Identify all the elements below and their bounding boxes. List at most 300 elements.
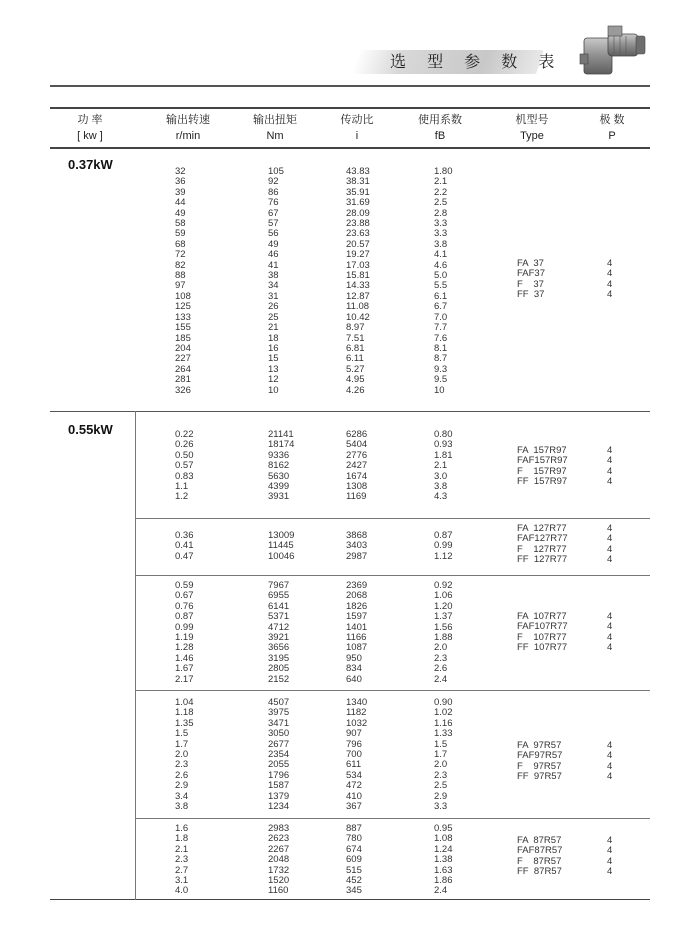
output-speed-column [175, 430, 194, 503]
output-torque-value: 2623 [268, 833, 290, 845]
power-rating-0: 0.37kW [68, 157, 113, 172]
transmission-ratio-value: 2068 [346, 590, 368, 602]
output-torque-value: 3921 [268, 632, 290, 644]
service-factor-value: 9.3 [434, 363, 448, 375]
output-torque-value: 13 [268, 363, 279, 375]
column-header-torque-label: 输出扭矩 [253, 114, 297, 126]
output-torque-value: 8162 [268, 460, 290, 472]
service-factor-value: 0.90 [434, 697, 453, 708]
service-factor-value: 5.0 [434, 270, 448, 282]
output-speed-value: 0.59 [175, 580, 194, 591]
output-torque-value: 10 [268, 384, 279, 396]
gear-motor-icon [578, 24, 648, 80]
column-header-service-factor-label: 使用系数 [418, 114, 462, 126]
output-speed-value: 2.7 [175, 864, 189, 876]
output-torque-value: 3975 [268, 707, 290, 719]
service-factor-value: 1.12 [434, 550, 453, 562]
model-type: FA 127R77 [517, 523, 567, 534]
pole-count: 4 [607, 533, 613, 545]
pole-count: 4 [607, 866, 613, 878]
output-speed-value: 1.1 [175, 481, 189, 493]
column-header-torque-unit: Nm [266, 130, 284, 142]
output-torque-value: 38 [268, 270, 279, 282]
column-header-speed [158, 112, 218, 144]
column-header-poles [582, 112, 642, 144]
output-speed-value: 0.41 [175, 540, 194, 552]
service-factor-value: 1.88 [434, 632, 453, 644]
output-speed-value: 1.7 [175, 738, 189, 750]
model-type: FF 157R97 [517, 476, 568, 488]
service-factor-column [434, 824, 453, 897]
output-torque-value: 46 [268, 249, 279, 261]
pole-count: 4 [607, 611, 613, 622]
transmission-ratio-value: 640 [346, 673, 362, 685]
output-speed-value: 227 [175, 353, 191, 365]
service-factor-value: 8.1 [434, 342, 448, 354]
service-factor-value: 1.63 [434, 864, 453, 876]
output-torque-value: 5630 [268, 470, 290, 482]
transmission-ratio-value: 20.57 [346, 238, 370, 250]
transmission-ratio-value: 2369 [346, 580, 368, 591]
output-speed-value: 0.76 [175, 600, 194, 612]
output-speed-value: 2.1 [175, 843, 189, 855]
transmission-ratio-value: 1597 [346, 611, 368, 623]
model-type: F 157R97 [517, 465, 567, 477]
service-factor-value: 1.37 [434, 611, 453, 623]
output-speed-value: 0.87 [175, 611, 194, 623]
service-factor-value: 3.3 [434, 228, 448, 240]
output-speed-value: 0.26 [175, 439, 194, 451]
transmission-ratio-value: 515 [346, 864, 362, 876]
column-header-power-label: 功 率 [77, 114, 103, 126]
output-torque-value: 2677 [268, 738, 290, 750]
service-factor-value: 1.56 [434, 621, 453, 633]
group-divider [136, 518, 650, 519]
transmission-ratio-value: 3403 [346, 540, 368, 552]
pole-count-list [607, 446, 612, 488]
output-torque-column [268, 430, 294, 503]
model-type-list [517, 259, 545, 301]
service-factor-value: 0.99 [434, 540, 453, 552]
model-type: FA 37 [517, 258, 544, 269]
group-vertical-divider [135, 411, 136, 900]
column-header-ratio [327, 112, 387, 144]
output-torque-value: 105 [268, 166, 284, 177]
transmission-ratio-value: 7.51 [346, 332, 365, 344]
service-factor-value: 2.8 [434, 207, 448, 219]
output-speed-value: 0.99 [175, 621, 194, 633]
output-speed-value: 1.28 [175, 642, 194, 654]
service-factor-value: 2.1 [434, 460, 448, 472]
pole-count: 4 [607, 771, 613, 783]
transmission-ratio-value: 1182 [346, 707, 367, 719]
output-speed-value: 4.0 [175, 885, 189, 897]
service-factor-value: 3.8 [434, 238, 448, 250]
transmission-ratio-value: 35.91 [346, 186, 370, 198]
service-factor-value: 4.1 [434, 249, 448, 261]
output-torque-value: 2805 [268, 663, 290, 675]
pole-count: 4 [607, 750, 613, 762]
output-speed-value: 264 [175, 363, 191, 375]
pole-count-list [607, 524, 612, 566]
output-torque-value: 21 [268, 322, 279, 334]
transmission-ratio-value: 23.88 [346, 218, 370, 230]
service-factor-value: 8.7 [434, 353, 448, 365]
output-torque-value: 10046 [268, 550, 295, 562]
output-speed-value: 326 [175, 384, 191, 396]
service-factor-value: 1.20 [434, 600, 453, 612]
service-factor-value: 2.1 [434, 176, 448, 188]
transmission-ratio-value: 12.87 [346, 290, 370, 302]
pole-count-list [607, 612, 612, 654]
model-type: FAF37 [517, 268, 545, 280]
service-factor-value: 0.92 [434, 580, 453, 591]
output-torque-value: 3471 [268, 717, 290, 729]
output-torque-value: 16 [268, 342, 279, 354]
output-torque-value: 15 [268, 353, 279, 365]
output-torque-value: 49 [268, 238, 279, 250]
column-header-poles-unit: P [608, 130, 616, 142]
output-torque-value: 31 [268, 290, 279, 302]
service-factor-value: 4.6 [434, 259, 448, 271]
column-header-speed-unit: r/min [175, 130, 201, 142]
output-speed-value: 185 [175, 332, 191, 344]
output-speed-value: 82 [175, 259, 186, 271]
service-factor-column [434, 581, 453, 685]
group-divider [136, 690, 650, 691]
model-type: F 127R77 [517, 543, 567, 555]
transmission-ratio-value: 1674 [346, 470, 368, 482]
service-factor-column [434, 531, 453, 562]
transmission-ratio-column [346, 824, 362, 897]
column-header-power-unit: [ kw ] [77, 130, 103, 142]
output-speed-value: 1.67 [175, 663, 194, 675]
transmission-ratio-value: 780 [346, 833, 362, 845]
model-type-list [517, 612, 568, 654]
service-factor-value: 10 [434, 384, 445, 396]
transmission-ratio-value: 6.81 [346, 342, 365, 354]
output-torque-value: 1520 [268, 875, 290, 887]
service-factor-value: 0.95 [434, 823, 453, 834]
output-torque-value: 41 [268, 259, 279, 271]
output-speed-value: 49 [175, 207, 186, 219]
transmission-ratio-value: 17.03 [346, 259, 370, 271]
transmission-ratio-column [346, 531, 367, 562]
transmission-ratio-value: 4.95 [346, 374, 365, 386]
service-factor-column [434, 430, 453, 503]
transmission-ratio-value: 367 [346, 801, 362, 813]
output-torque-value: 5371 [268, 611, 290, 623]
model-type: F 87R57 [517, 855, 562, 867]
output-torque-value: 18 [268, 332, 279, 344]
output-speed-value: 59 [175, 228, 186, 240]
service-factor-value: 1.24 [434, 843, 453, 855]
output-speed-value: 1.6 [175, 823, 189, 834]
transmission-ratio-value: 1826 [346, 600, 368, 612]
output-speed-column [175, 167, 191, 396]
model-type: F 107R77 [517, 631, 567, 643]
pole-count-list [607, 836, 612, 878]
output-torque-value: 4399 [268, 481, 290, 493]
output-torque-value: 1160 [268, 885, 289, 897]
output-speed-value: 108 [175, 290, 191, 302]
transmission-ratio-value: 345 [346, 885, 362, 897]
service-factor-value: 9.5 [434, 374, 448, 386]
output-speed-value: 2.17 [175, 673, 194, 685]
model-type: FA 107R77 [517, 611, 567, 622]
output-speed-value: 0.47 [175, 550, 194, 562]
transmission-ratio-value: 410 [346, 790, 362, 802]
model-type-list [517, 836, 562, 878]
output-speed-value: 281 [175, 374, 191, 386]
service-factor-value: 2.2 [434, 186, 448, 198]
transmission-ratio-value: 1401 [346, 621, 368, 633]
pole-count-list [607, 259, 612, 301]
transmission-ratio-value: 2987 [346, 550, 368, 562]
service-factor-value: 6.7 [434, 301, 448, 313]
output-torque-value: 2152 [268, 673, 290, 685]
pole-count-list [607, 741, 612, 783]
service-factor-value: 2.0 [434, 759, 448, 771]
service-factor-value: 2.5 [434, 780, 448, 792]
output-speed-value: 3.8 [175, 801, 189, 813]
header-divider [50, 85, 650, 87]
output-speed-value: 68 [175, 238, 186, 250]
model-type: FAF97R57 [517, 750, 563, 762]
output-torque-column [268, 824, 289, 897]
service-factor-value: 1.7 [434, 749, 448, 761]
pole-count: 4 [607, 465, 613, 477]
output-speed-value: 32 [175, 166, 186, 177]
output-torque-value: 26 [268, 301, 279, 313]
service-factor-value: 7.0 [434, 311, 448, 323]
model-type: FAF127R77 [517, 533, 568, 545]
service-factor-value: 3.8 [434, 481, 448, 493]
output-torque-value: 1796 [268, 769, 290, 781]
output-torque-value: 25 [268, 311, 279, 323]
transmission-ratio-value: 700 [346, 749, 362, 761]
output-speed-value: 2.0 [175, 749, 189, 761]
output-torque-value: 6141 [268, 600, 290, 612]
service-factor-value: 2.4 [434, 885, 448, 897]
output-speed-column [175, 581, 194, 685]
service-factor-value: 3.0 [434, 470, 448, 482]
service-factor-value: 1.86 [434, 875, 453, 887]
transmission-ratio-value: 1169 [346, 491, 367, 503]
output-speed-value: 72 [175, 249, 186, 261]
output-speed-value: 2.3 [175, 854, 189, 866]
service-factor-value: 1.33 [434, 728, 453, 740]
output-speed-value: 39 [175, 186, 186, 198]
header-row-divider [50, 147, 650, 149]
model-type: FF 97R57 [517, 771, 562, 783]
output-speed-value: 155 [175, 322, 191, 334]
pole-count: 4 [607, 455, 613, 467]
transmission-ratio-column [346, 430, 367, 503]
column-header-service-factor [410, 112, 470, 144]
transmission-ratio-value: 4.26 [346, 384, 365, 396]
output-torque-value: 4507 [268, 697, 290, 708]
power-rating-1: 0.55kW [68, 422, 113, 437]
service-factor-value: 7.7 [434, 322, 448, 334]
pole-count: 4 [607, 268, 613, 280]
pole-count: 4 [607, 554, 613, 566]
pole-count: 4 [607, 855, 613, 867]
output-speed-value: 0.36 [175, 530, 194, 541]
transmission-ratio-value: 15.81 [346, 270, 370, 282]
model-type: FA 87R57 [517, 835, 562, 846]
transmission-ratio-value: 887 [346, 823, 362, 834]
model-type: FA 97R57 [517, 740, 562, 751]
transmission-ratio-value: 5.27 [346, 363, 365, 375]
column-header-type-label: 机型号 [515, 114, 549, 126]
transmission-ratio-column [346, 698, 367, 812]
output-torque-value: 3195 [268, 652, 290, 664]
transmission-ratio-value: 8.97 [346, 322, 365, 334]
transmission-ratio-value: 6.11 [346, 353, 364, 365]
output-speed-value: 2.9 [175, 780, 189, 792]
service-factor-value: 6.1 [434, 290, 448, 302]
service-factor-value: 1.80 [434, 166, 453, 177]
transmission-ratio-column [346, 167, 370, 396]
column-header-type [502, 112, 562, 144]
transmission-ratio-value: 834 [346, 663, 362, 675]
pole-count: 4 [607, 835, 613, 846]
transmission-ratio-value: 609 [346, 854, 362, 866]
pole-count: 4 [607, 760, 613, 772]
column-header-ratio-unit: i [355, 130, 359, 142]
output-torque-value: 1234 [268, 801, 290, 813]
output-speed-value: 44 [175, 197, 186, 209]
output-torque-value: 34 [268, 280, 279, 292]
output-torque-column [268, 167, 284, 396]
transmission-ratio-value: 28.09 [346, 207, 370, 219]
service-factor-value: 1.5 [434, 738, 448, 750]
transmission-ratio-column [346, 581, 367, 685]
output-speed-value: 3.4 [175, 790, 189, 802]
transmission-ratio-value: 534 [346, 769, 362, 781]
service-factor-value: 1.06 [434, 590, 453, 602]
output-torque-column [268, 698, 289, 812]
output-speed-value: 0.22 [175, 429, 194, 440]
column-header-speed-label: 输出转速 [166, 114, 210, 126]
group-divider [136, 575, 650, 576]
output-torque-value: 13009 [268, 530, 295, 541]
pole-count: 4 [607, 845, 613, 857]
transmission-ratio-value: 452 [346, 875, 362, 887]
output-speed-value: 58 [175, 218, 186, 230]
output-speed-value: 2.6 [175, 769, 189, 781]
output-torque-value: 18174 [268, 439, 295, 451]
service-factor-value: 2.3 [434, 652, 448, 664]
transmission-ratio-value: 5404 [346, 439, 368, 451]
output-speed-value: 0.67 [175, 590, 194, 602]
page-title: 选 型 参 数 表 [390, 52, 563, 71]
pole-count: 4 [607, 642, 613, 654]
output-torque-value: 21141 [268, 429, 294, 440]
transmission-ratio-value: 6286 [346, 429, 368, 440]
transmission-ratio-value: 1308 [346, 481, 368, 493]
output-speed-value: 1.2 [175, 491, 189, 503]
output-torque-value: 11445 [268, 540, 294, 552]
service-factor-value: 2.5 [434, 197, 448, 209]
output-speed-value: 1.5 [175, 728, 189, 740]
column-header-power [60, 112, 120, 144]
output-torque-value: 2055 [268, 759, 290, 771]
output-speed-value: 88 [175, 270, 186, 282]
pole-count: 4 [607, 631, 613, 643]
output-torque-value: 12 [268, 374, 279, 386]
pole-count: 4 [607, 278, 613, 290]
model-type-list [517, 524, 568, 566]
model-type: FAF107R77 [517, 621, 568, 633]
output-torque-value: 57 [268, 218, 279, 230]
pole-count: 4 [607, 621, 613, 633]
output-speed-value: 133 [175, 311, 191, 323]
service-factor-value: 2.3 [434, 769, 448, 781]
transmission-ratio-value: 2427 [346, 460, 368, 472]
output-speed-column [175, 531, 194, 562]
output-speed-value: 0.83 [175, 470, 194, 482]
output-torque-value: 56 [268, 228, 279, 240]
output-speed-column [175, 824, 188, 897]
output-speed-value: 0.50 [175, 449, 194, 461]
transmission-ratio-value: 907 [346, 728, 362, 740]
transmission-ratio-value: 11.08 [346, 301, 370, 313]
output-torque-value: 2048 [268, 854, 290, 866]
transmission-ratio-value: 796 [346, 738, 362, 750]
output-torque-value: 1732 [268, 864, 290, 876]
output-speed-value: 1.18 [175, 707, 194, 719]
transmission-ratio-value: 14.33 [346, 280, 370, 292]
model-type: FA 157R97 [517, 445, 567, 456]
transmission-ratio-value: 31.69 [346, 197, 370, 209]
output-torque-value: 1587 [268, 780, 290, 792]
column-header-torque [245, 112, 305, 144]
output-torque-value: 3656 [268, 642, 290, 654]
transmission-ratio-value: 23.63 [346, 228, 370, 240]
transmission-ratio-value: 43.83 [346, 166, 370, 177]
transmission-ratio-value: 1166 [346, 632, 367, 644]
output-speed-value: 1.04 [175, 697, 194, 708]
transmission-ratio-value: 2776 [346, 449, 368, 461]
service-factor-value: 0.80 [434, 429, 453, 440]
transmission-ratio-value: 1087 [346, 642, 368, 654]
pole-count: 4 [607, 543, 613, 555]
column-header-type-unit: Type [520, 130, 544, 142]
model-type: FF 127R77 [517, 554, 568, 566]
output-speed-value: 204 [175, 342, 191, 354]
service-factor-value: 1.08 [434, 833, 453, 845]
service-factor-column [434, 167, 453, 396]
output-speed-value: 1.8 [175, 833, 189, 845]
output-torque-value: 4712 [268, 621, 290, 633]
output-speed-value: 0.57 [175, 460, 194, 472]
transmission-ratio-value: 10.42 [346, 311, 370, 323]
model-type-list [517, 446, 568, 488]
model-type: FAF157R97 [517, 455, 568, 467]
model-type: F 37 [517, 278, 544, 290]
transmission-ratio-value: 3868 [346, 530, 368, 541]
model-type: FF 37 [517, 289, 545, 301]
column-header-ratio-label: 传动比 [340, 114, 374, 126]
pole-count: 4 [607, 289, 613, 301]
model-type-list [517, 741, 562, 783]
service-factor-value: 2.6 [434, 663, 448, 675]
output-torque-value: 86 [268, 186, 279, 198]
output-speed-value: 1.35 [175, 717, 194, 729]
output-torque-value: 92 [268, 176, 279, 188]
